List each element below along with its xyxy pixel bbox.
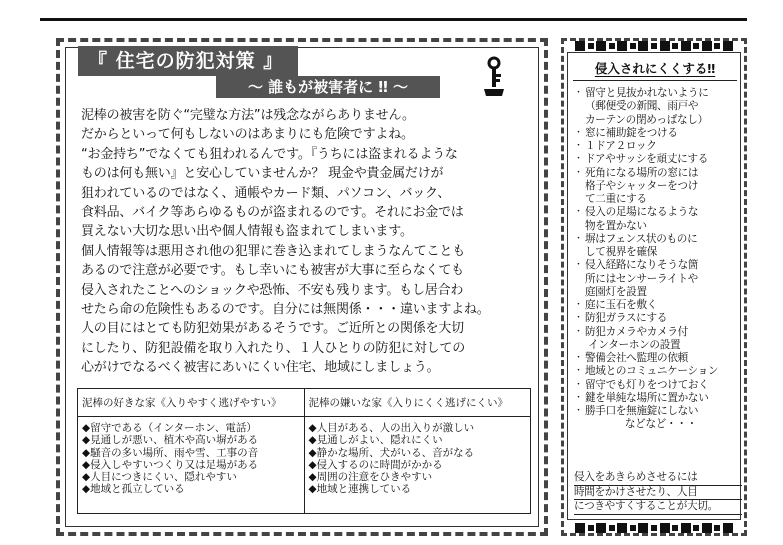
article-body <box>81 106 531 378</box>
tip-line: 物を置かない <box>585 219 647 232</box>
tip-line: ・ 侵入経路になりそうな箇 <box>576 259 740 272</box>
body-line: 侵入されたことへのショックや恐怖、不安も残ります。もし居合わ <box>81 282 464 298</box>
body-line: 食料品、バイク等あらゆるものが盗まれるのです。それにお金では <box>81 205 464 221</box>
sidebar-bottom-pattern <box>575 522 733 534</box>
disliked-house-item: ◆静かな場所、犬がいる、音がなる <box>308 446 475 459</box>
body-line: 人の目にはとても防犯効果があるそうです。ご近所との関係を大切 <box>81 321 464 337</box>
table-row <box>78 417 531 514</box>
body-line: 心がけでなるべく被害にあいにくい住宅、地域にしましょう。 <box>81 360 440 376</box>
tip-line: 所にはセンサーライトや <box>585 272 698 285</box>
liked-house-list <box>78 417 305 514</box>
body-line: 狙われているのではなく、通帳やカード類、パソコン、バック、 <box>81 185 451 201</box>
tip-line: 格子やシャッターをつけ <box>585 179 699 192</box>
tip-line: ・ 死角になる場所の窓には <box>576 167 740 180</box>
footer-line: 時間をかけさせたり、人目 <box>574 486 742 501</box>
disliked-house-item: ◆地域と連携している <box>308 483 412 496</box>
footer-line: につきやすくすることが大切。 <box>574 500 742 515</box>
tip-line: ・ 留守と見抜かれないように <box>576 87 740 100</box>
disliked-house-item: ◆人目がある、人の出入りが激しい <box>308 422 475 434</box>
body-line: “お金持ち”でなくても狙われるんです。『うちには盗まれるような <box>81 146 458 162</box>
liked-house-item: ◆人目につきにくい、隠れやすい <box>82 471 237 484</box>
tip-line: ・ 警備会社へ監理の依頼 <box>576 352 740 365</box>
body-line: にしたり、防犯設備を取り入れたり、１人ひとりの防犯に対しての <box>81 340 466 356</box>
sidebar-heading: 侵入されにくくする‼ <box>573 59 737 81</box>
tip-line: ・ 塀はフェンス状のものに <box>576 233 740 246</box>
tip-line: ・ 防犯ガラスにする <box>576 312 740 325</box>
body-line: せたら命の危険性もあるのです。自分には無関係・・・違いますよね。 <box>81 302 490 318</box>
body-line: 泥棒の被害を防ぐ“完璧な方法”は残念ながらありません。 <box>81 108 415 123</box>
body-line: だからといって何もしないのはあまりにも危険ですよね。 <box>81 127 414 143</box>
disliked-house-item: ◆侵入するのに時間がかかる <box>308 458 443 471</box>
tip-line: カーテンの閉めっぱなし） <box>585 113 708 126</box>
liked-house-item: ◆騒音の多い場所、雨や雪、工事の音 <box>82 446 259 459</box>
article-subtitle: ～ 誰もが被害者に ‼ ～ <box>216 76 440 98</box>
disliked-house-item: ◆周囲の注意をひきやすい <box>308 471 433 484</box>
tip-line: ・ ドアやサッシを頑丈にする <box>576 153 740 166</box>
liked-house-header: 泥棒の好きな家《入りやすく逃げやすい》 <box>78 389 305 417</box>
sidebar-top-pattern <box>575 40 733 52</box>
tip-line: ・ 庭に玉石を敷く <box>576 299 740 312</box>
footer-line: 侵入をあきらめさせるには <box>574 471 742 486</box>
tip-line: ・ 留守でも灯りをつけておく <box>576 379 740 392</box>
tip-line: ・ 鍵を単純な場所に置かない <box>576 392 740 405</box>
tip-line: などなど・・・ <box>585 418 697 431</box>
comparison-table <box>77 388 531 514</box>
key-icon <box>480 56 508 102</box>
tip-line: ・ 地域とのコミュニケーション <box>576 365 740 378</box>
liked-house-item: ◆侵入しやすいつくり又は足場がある <box>82 458 259 471</box>
body-line: あるので注意が必要です。もし幸いにも被害が大事に至らなくても <box>81 263 464 279</box>
disliked-house-header: 泥棒の嫌いな家《入りにくく逃げにくい》 <box>304 389 531 417</box>
body-line: 個人情報等は悪用され他の犯罪に巻き込まれてしまうなんてことも <box>81 243 466 259</box>
body-line: 買えない大切な思い出や個人情報も盗まれてしまいます。 <box>81 224 413 240</box>
tip-line: ・ 勝手口を無施錠にしない <box>576 405 740 418</box>
tip-line: インターホンの設置 <box>585 338 681 351</box>
disliked-house-list <box>304 417 531 514</box>
liked-house-item: ◆地域と孤立している <box>82 483 185 496</box>
top-rule <box>40 18 747 21</box>
tip-line: ・ 窓に補助錠をつける <box>576 127 740 140</box>
tip-line: ・ 侵入の足場になるような <box>576 206 740 219</box>
tip-line: （郵便受の新聞、雨戸や <box>585 100 699 113</box>
tip-line: 庭園灯を設置 <box>585 285 647 298</box>
body-line: ものは何も無い』と安心していませんか？ 現金や貴金属だけが <box>81 166 444 182</box>
tip-line: して視界を確保 <box>585 246 658 258</box>
tip-line: ・ 防犯カメラやカメラ付 <box>576 326 740 339</box>
tip-line: ・ １ドア２ロック <box>576 140 740 153</box>
liked-house-item: ◆見通しが悪い、植木や高い塀がある <box>82 434 259 447</box>
tip-line: て二重にする <box>585 193 647 205</box>
sidebar-footer <box>574 471 742 515</box>
liked-house-item: ◆留守である（インターホン、電話） <box>82 422 257 434</box>
disliked-house-item: ◆見通しがよい、隠れにくい <box>308 434 443 447</box>
sidebar-tips-list <box>576 87 740 432</box>
article-title: 『 住宅の防犯対策 』 <box>78 46 298 76</box>
table-header-row <box>78 389 531 417</box>
